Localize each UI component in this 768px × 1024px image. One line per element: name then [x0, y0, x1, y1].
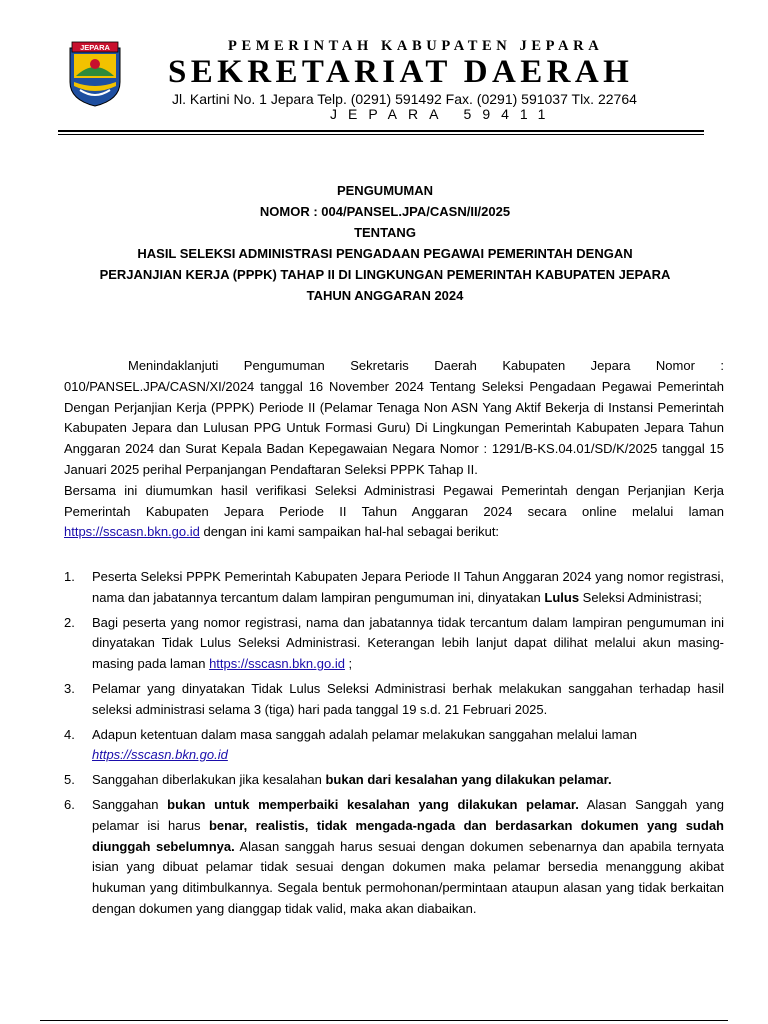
- letterhead: [60, 32, 710, 134]
- letterhead-address: Jl. Kartini No. 1 Jepara Telp. (0291) 591492 Fax. (0291) 591037 Tlx. 22764: [172, 91, 637, 107]
- paragraph-reference: Menindaklanjuti Pengumuman Sekretaris Daerah Kabupaten Jepara Nomor : 010/PANSEL.JPA/CASN/XI/2024 tanggal 16 November 2024 Tentang Seleksi Pengadaan Pegawai Pemerintah Dengan Perjanjian Kerja (PPPK) Periode II (Pelamar Tenaga Non ASN Yang Aktif Bekerja di Instansi Pemerintah Kabupaten Jepara dan Lulusan PPG Untuk Formasi Guru) Di Lingkungan Pemerintah Kabupaten Jepara Tahun Anggaran 2024 dan Surat Kepala Badan Kepegawaian Negara Nomor : 1291/B-KS.04.01/SD/K/2025 tanggal 15 Januari 2025 perihal Perpanjangan Pendaftaran Seleksi PPPK Tahap II.: [64, 358, 724, 477]
- heading-subject-line2: PERJANJIAN KERJA (PPPK) TAHAP II DI LINGKUNGAN PEMERINTAH KABUPATEN JEPARA: [99, 267, 671, 282]
- heading-subject-line1: HASIL SELEKSI ADMINISTRASI PENGADAAN PEGAWAI PEMERINTAH DENGAN: [137, 246, 633, 261]
- sscasn-link[interactable]: https://sscasn.bkn.go.id: [92, 747, 228, 763]
- list-item: 5. Sanggahan diberlakukan jika kesalahan bukan dari kesalahan yang dilakukan pelamar.: [64, 772, 612, 788]
- provisions-list: [64, 567, 724, 924]
- logo-text: JEPARA: [80, 43, 110, 52]
- paragraph-announcement: Bersama ini diumumkan hasil verifikasi Seleksi Administrasi Pegawai Pemerintah dengan Perjanjian Kerja Pemerintah Kabupaten Jepara Periode II Tahun Anggaran 2024 secara online melalui laman https://sscasn.bkn.go.id dengan ini kami sampaikan hal-hal sebagai berikut:: [64, 482, 724, 540]
- sscasn-link[interactable]: https://sscasn.bkn.go.id: [209, 656, 345, 672]
- letterhead-office: SEKRETARIAT DAERAH: [168, 54, 634, 90]
- announcement-heading: [40, 180, 730, 306]
- heading-about: TENTANG: [354, 225, 416, 240]
- list-item: 4. Adapun ketentuan dalam masa sanggah adalah pelamar melakukan sanggahan melalui laman https://sscasn.bkn.go.id: [64, 726, 637, 763]
- letterhead-divider: [58, 130, 704, 132]
- list-item: 3. Pelamar yang dinyatakan Tidak Lulus Seleksi Administrasi berhak melakukan sanggahan terhadap hasil seleksi administrasi selama 3 (tiga) hari pada tanggal 19 s.d. 21 Februari 2025.: [64, 680, 724, 717]
- list-item: 2. Bagi peserta yang nomor registrasi, nama dan jabatannya tidak tercantum dalam lampiran pengumuman ini dinyatakan Tidak Lulus Seleksi Administrasi. Keterangan lebih lanjut dapat dilihat melalui akun masing-masing pada laman https://sscasn.bkn.go.id ;: [64, 614, 724, 672]
- sscasn-link[interactable]: https://sscasn.bkn.go.id: [64, 524, 200, 540]
- heading-number: NOMOR : 004/PANSEL.JPA/CASN/II/2025: [259, 204, 511, 219]
- list-item: 1. Peserta Seleksi PPPK Pemerintah Kabupaten Jepara Periode II Tahun Anggaran 2024 yang nomor registrasi, nama dan jabatannya tercantum dalam lampiran pengumuman ini, dinyatakan Lulus Seleksi Administrasi;: [64, 569, 724, 605]
- list-item: 6. Sanggahan bukan untuk memperbaiki kesalahan yang dilakukan pelamar. Alasan Sanggah yang pelamar isi harus benar, realistis, tidak mengada-ngada dan berdasarkan dokumen yang sudah diunggah sebelumnya. Alasan sanggah harus sesuai dengan dokumen sebenarnya dan apabila ternyata isian yang dibuat pelamar tidak sesuai dengan dokumen maka pelamar bersedia menanggung akibat hukuman yang ditimbulkannya. Segala bentuk permohonan/permintaan ataupun alasan yang tidak berkaitan dengan dokumen yang dianggap tidak valid, maka akan diabaikan.: [64, 796, 725, 916]
- jepara-emblem-icon: [66, 38, 124, 108]
- letterhead-divider-thin: [58, 134, 704, 135]
- body-text: [64, 356, 724, 543]
- page-bottom-divider: [40, 1020, 728, 1021]
- letterhead-city: JEPARA 59411: [330, 106, 557, 122]
- heading-title: PENGUMUMAN: [336, 183, 434, 198]
- heading-subject-line3: TAHUN ANGGARAN 2024: [306, 288, 464, 303]
- letterhead-government: PEMERINTAH KABUPATEN JEPARA: [228, 38, 604, 54]
